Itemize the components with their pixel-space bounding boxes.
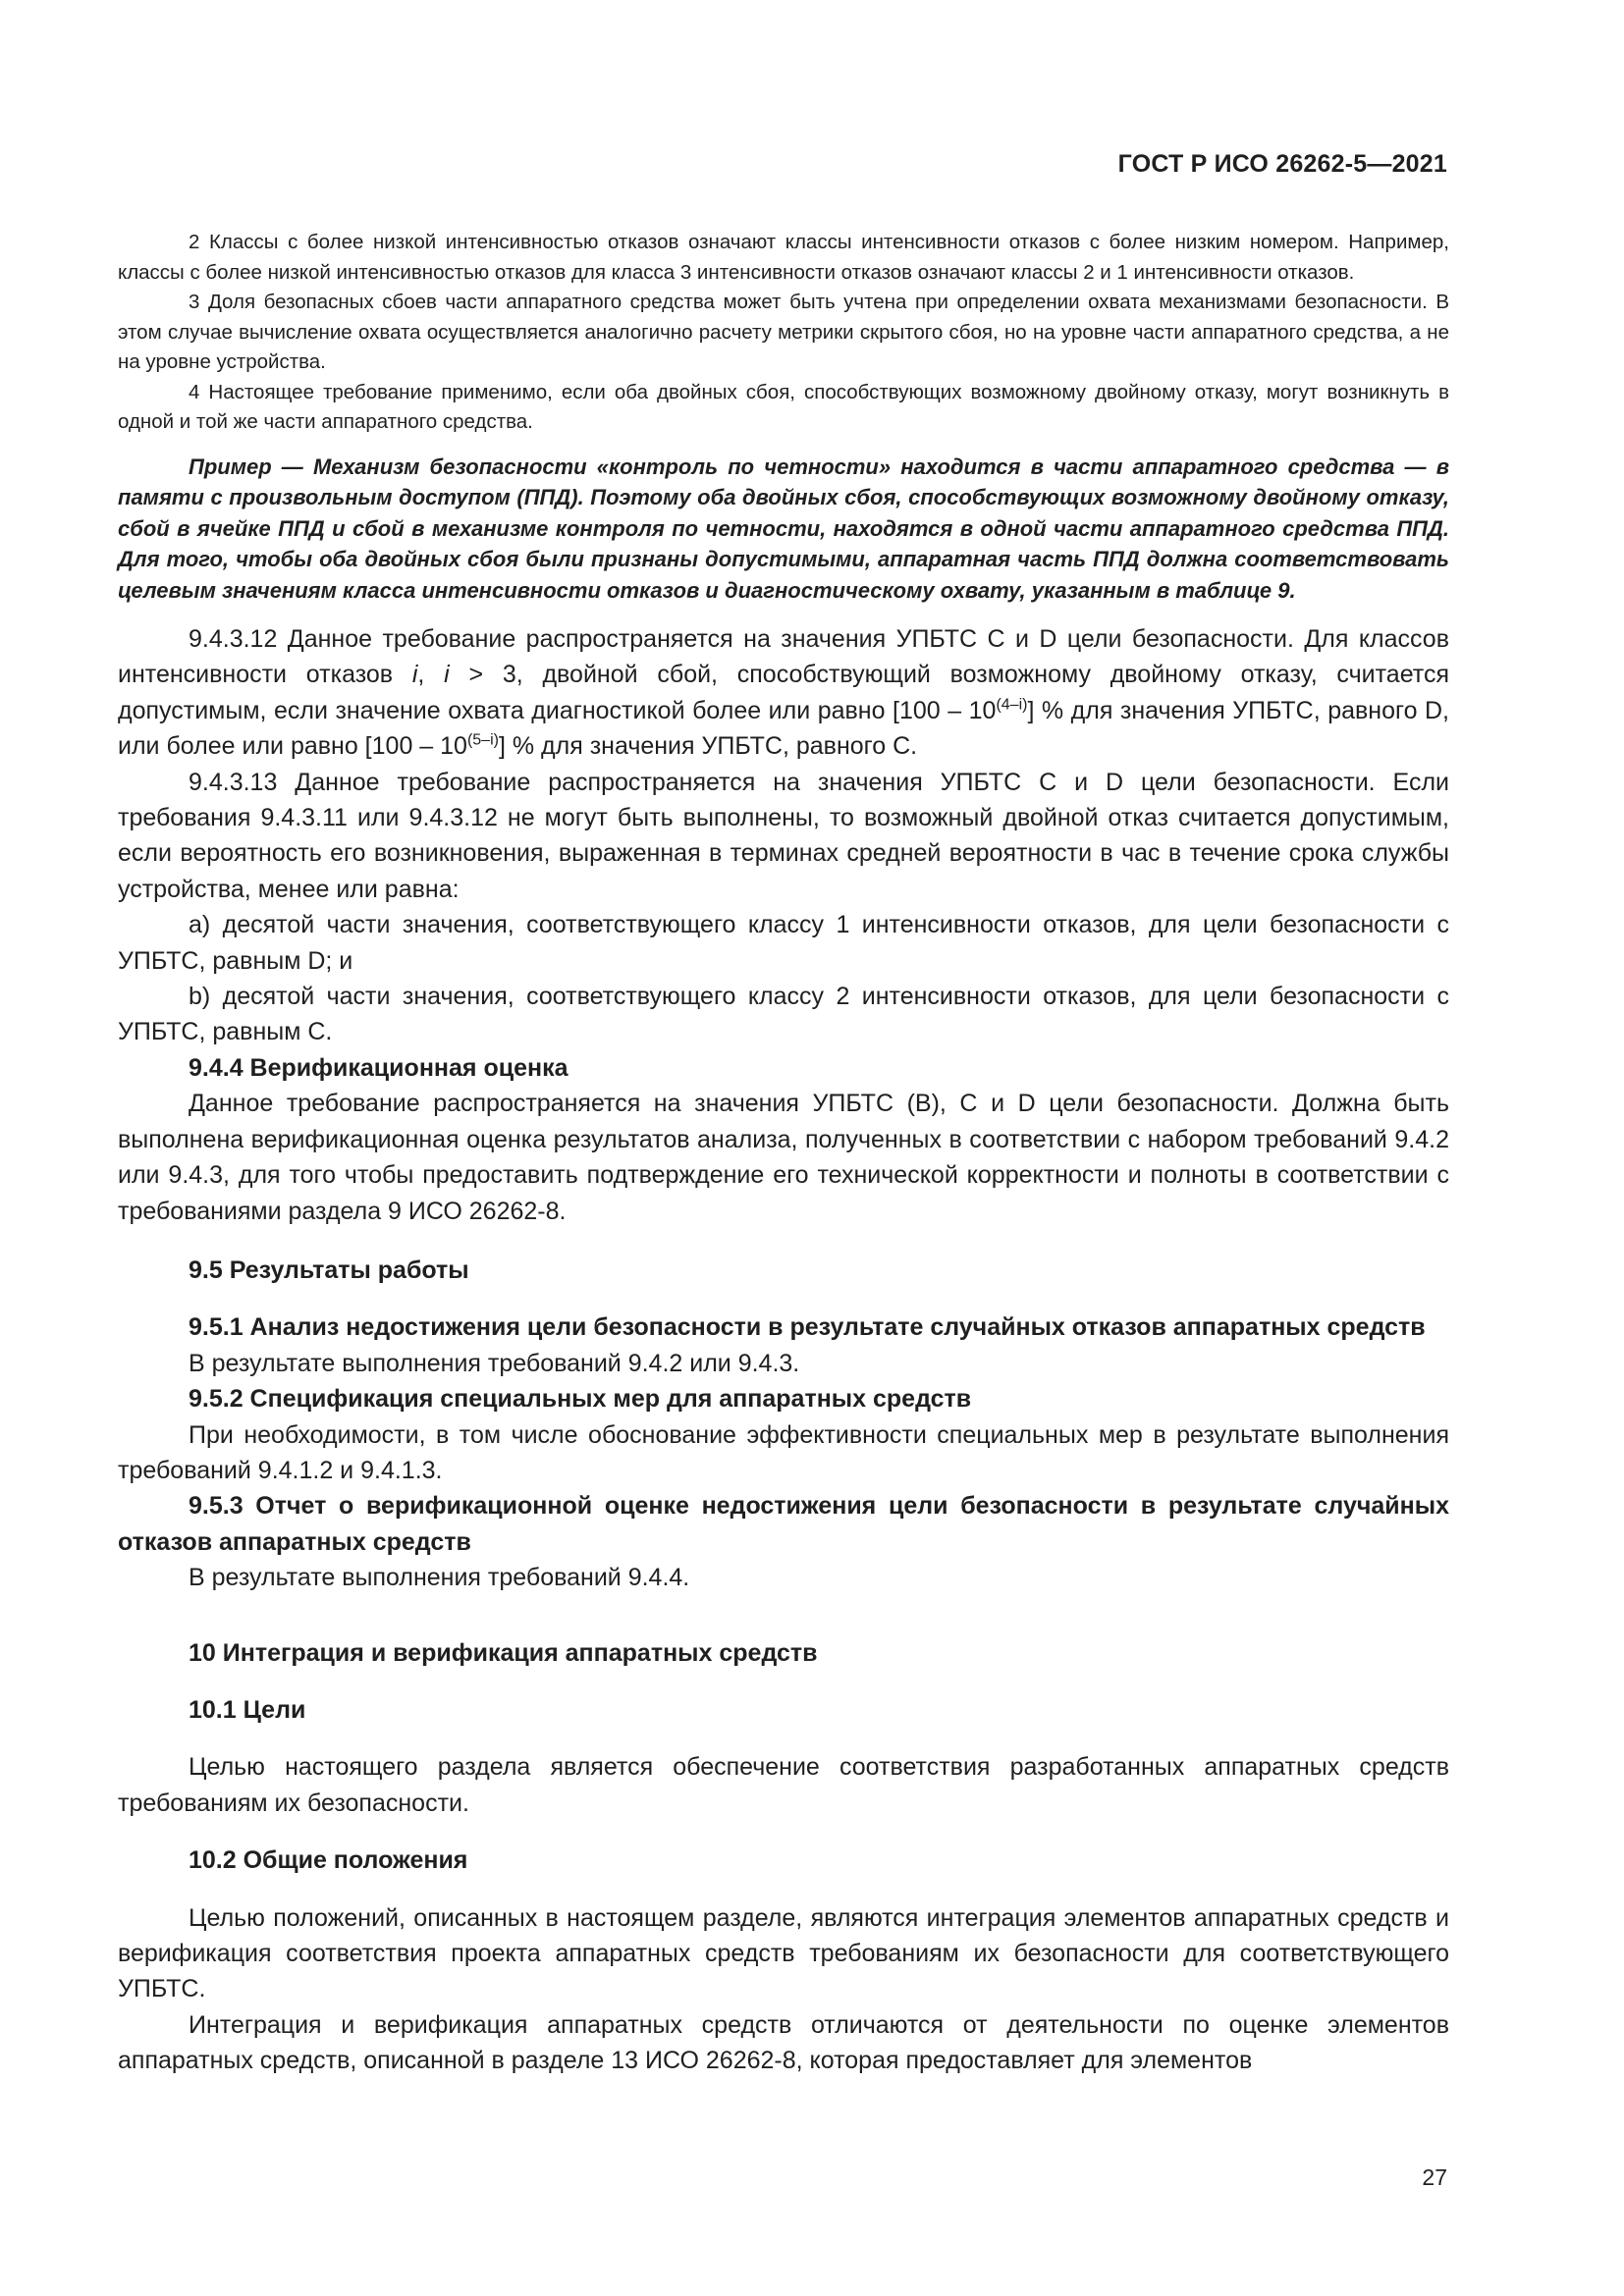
note-3: 3 Доля безопасных сбоев части аппаратного средства может быть учтена при определении охвата механизмами безопасности. В этом случае вычисление охвата осуществляется аналогично расчету метрики скрытого сбоя, но на уровне части аппаратного средства, а не на уровне устройства.	[118, 291, 1449, 373]
paragraph-10-1: Целью настоящего раздела является обеспечение соответствия разработанных аппаратных средств требованиям их безопасности.	[118, 1753, 1449, 1817]
paragraph-10-2-2: Интеграция и верификация аппаратных средств отличаются от деятельности по оценке элементов аппаратных средств, описанной в разделе 13 ИСО 26262-8, которая предоставляет для элементов	[118, 2010, 1449, 2075]
note-2: 2 Классы с более низкой интенсивностью отказов означают классы интенсивности отказов с более низким номером. Например, классы с более низкой интенсивностью отказов для класса 3 интенсивности отказов означают классы 2 и 1 интенсивности отказов.	[118, 231, 1449, 284]
notes-block	[118, 228, 1449, 438]
body-text	[118, 621, 1449, 2079]
p12-superscript-2: (5–i)	[466, 731, 499, 749]
heading-9-4-4: 9.4.4 Верификационная оценка	[189, 1053, 568, 1082]
note-4: 4 Настоящее требование применимо, если оба двойных сбоя, способствующих возможному двойному отказу, могут возникнуть в одной и той же части аппаратного средства.	[118, 380, 1449, 433]
heading-10-1: 10.1 Цели	[189, 1695, 306, 1724]
paragraph-9-5-3: В результате выполнения требований 9.4.4.	[189, 1564, 690, 1592]
p12-text-3: > 3, двойной сбой, способствующий возможному двойному отказу, считается допустимым, если значение охвата диагностикой более или равно [100 – 10	[118, 661, 1449, 724]
page-number: 27	[1422, 2164, 1447, 2190]
p12-superscript-1: (4–i)	[996, 696, 1028, 714]
section-10-title: 10 Интеграция и верификация аппаратных средств	[189, 1638, 818, 1667]
heading-9-5-2: 9.5.2 Спецификация специальных мер для аппаратных средств	[189, 1385, 972, 1414]
p12-text-5: ] % для значения УПБТС, равного С.	[498, 732, 918, 761]
standard-header: ГОСТ Р ИСО 26262-5—2021	[1117, 150, 1447, 178]
p12-var-i2: i	[444, 661, 450, 689]
paragraph-9-4-3-12	[118, 621, 1449, 765]
p12-var-i: i	[411, 661, 418, 689]
p12-text-4: ] % для значения УПБТС, равного D, или более или равно [100 – 10	[118, 696, 1449, 761]
heading-9-5-3: 9.5.3 Отчет о верификационной оценке недостижения цели безопасности в результате случайных отказов аппаратных средств	[118, 1492, 1449, 1556]
paragraph-10-2-1: Целью положений, описанных в настоящем разделе, являются интеграция элементов аппаратных средств и верификация соответствия проекта аппаратных средств требованиям их безопасности для соответствующего УПБТС.	[118, 1903, 1449, 2003]
p12-text-1: 9.4.3.12 Данное требование распространяется на значения УПБТС С и D цели безопасности. Для классов интенсивности отказов	[118, 625, 1449, 689]
p12-text-2: ,	[417, 661, 445, 689]
list-item-b: b) десятой части значения, соответствующего классу 2 интенсивности отказов, для цели безопасности с УПБТС, равным С.	[118, 983, 1449, 1046]
paragraph-9-4-4: Данное требование распространяется на значения УПБТС (В), С и D цели безопасности. Должна быть выполнена верификационная оценка результатов анализа, полученных в соответствии с набором требований 9.4.2 или 9.4.3, для того чтобы предоставить подтверждение его технической корректности и полноты в соответствии с требованиями раздела 9 ИСО 26262-8.	[118, 1090, 1449, 1225]
heading-9-5-1: 9.5.1 Анализ недостижения цели безопасности в результате случайных отказов аппаратных средств	[189, 1313, 1426, 1342]
heading-9-5: 9.5 Результаты работы	[189, 1255, 469, 1284]
paragraph-9-4-3-13: 9.4.3.13 Данное требование распространяется на значения УПБТС С и D цели безопасности. Если требования 9.4.3.11 или 9.4.3.12 не могут быть выполнены, то возможный двойной отказ считается допустимым, если вероятность его возникновения, выраженная в терминах средней вероятности в час в течение срока службы устройства, менее или равна:	[118, 768, 1449, 903]
page-content	[118, 228, 1449, 2079]
example-text: Пример — Механизм безопасности «контроль по четности» находится в части аппаратного средства — в памяти с произвольным доступом (ППД). Поэтому оба двойных сбоя, способствующих возможному двойному отказу, сбой в ячейке ППД и сбой в механизме контроля по четности, находятся в одной части аппаратного средства ППД. Для того, чтобы оба двойных сбоя были признаны допустимыми, аппаратная часть ППД должна соответствовать целевым значениям класса интенсивности отказов и диагностическому охвату, указанным в таблице 9.	[118, 454, 1449, 603]
paragraph-9-5-2: При необходимости, в том числе обоснование эффективности специальных мер в результате выполнения требований 9.4.1.2 и 9.4.1.3.	[118, 1420, 1449, 1484]
heading-10-2: 10.2 Общие положения	[189, 1846, 468, 1875]
paragraph-9-5-1: В результате выполнения требований 9.4.2 или 9.4.3.	[189, 1349, 800, 1377]
list-item-a: а) десятой части значения, соответствующего классу 1 интенсивности отказов, для цели безопасности с УПБТС, равным D; и	[118, 911, 1449, 975]
example-block	[118, 452, 1449, 607]
